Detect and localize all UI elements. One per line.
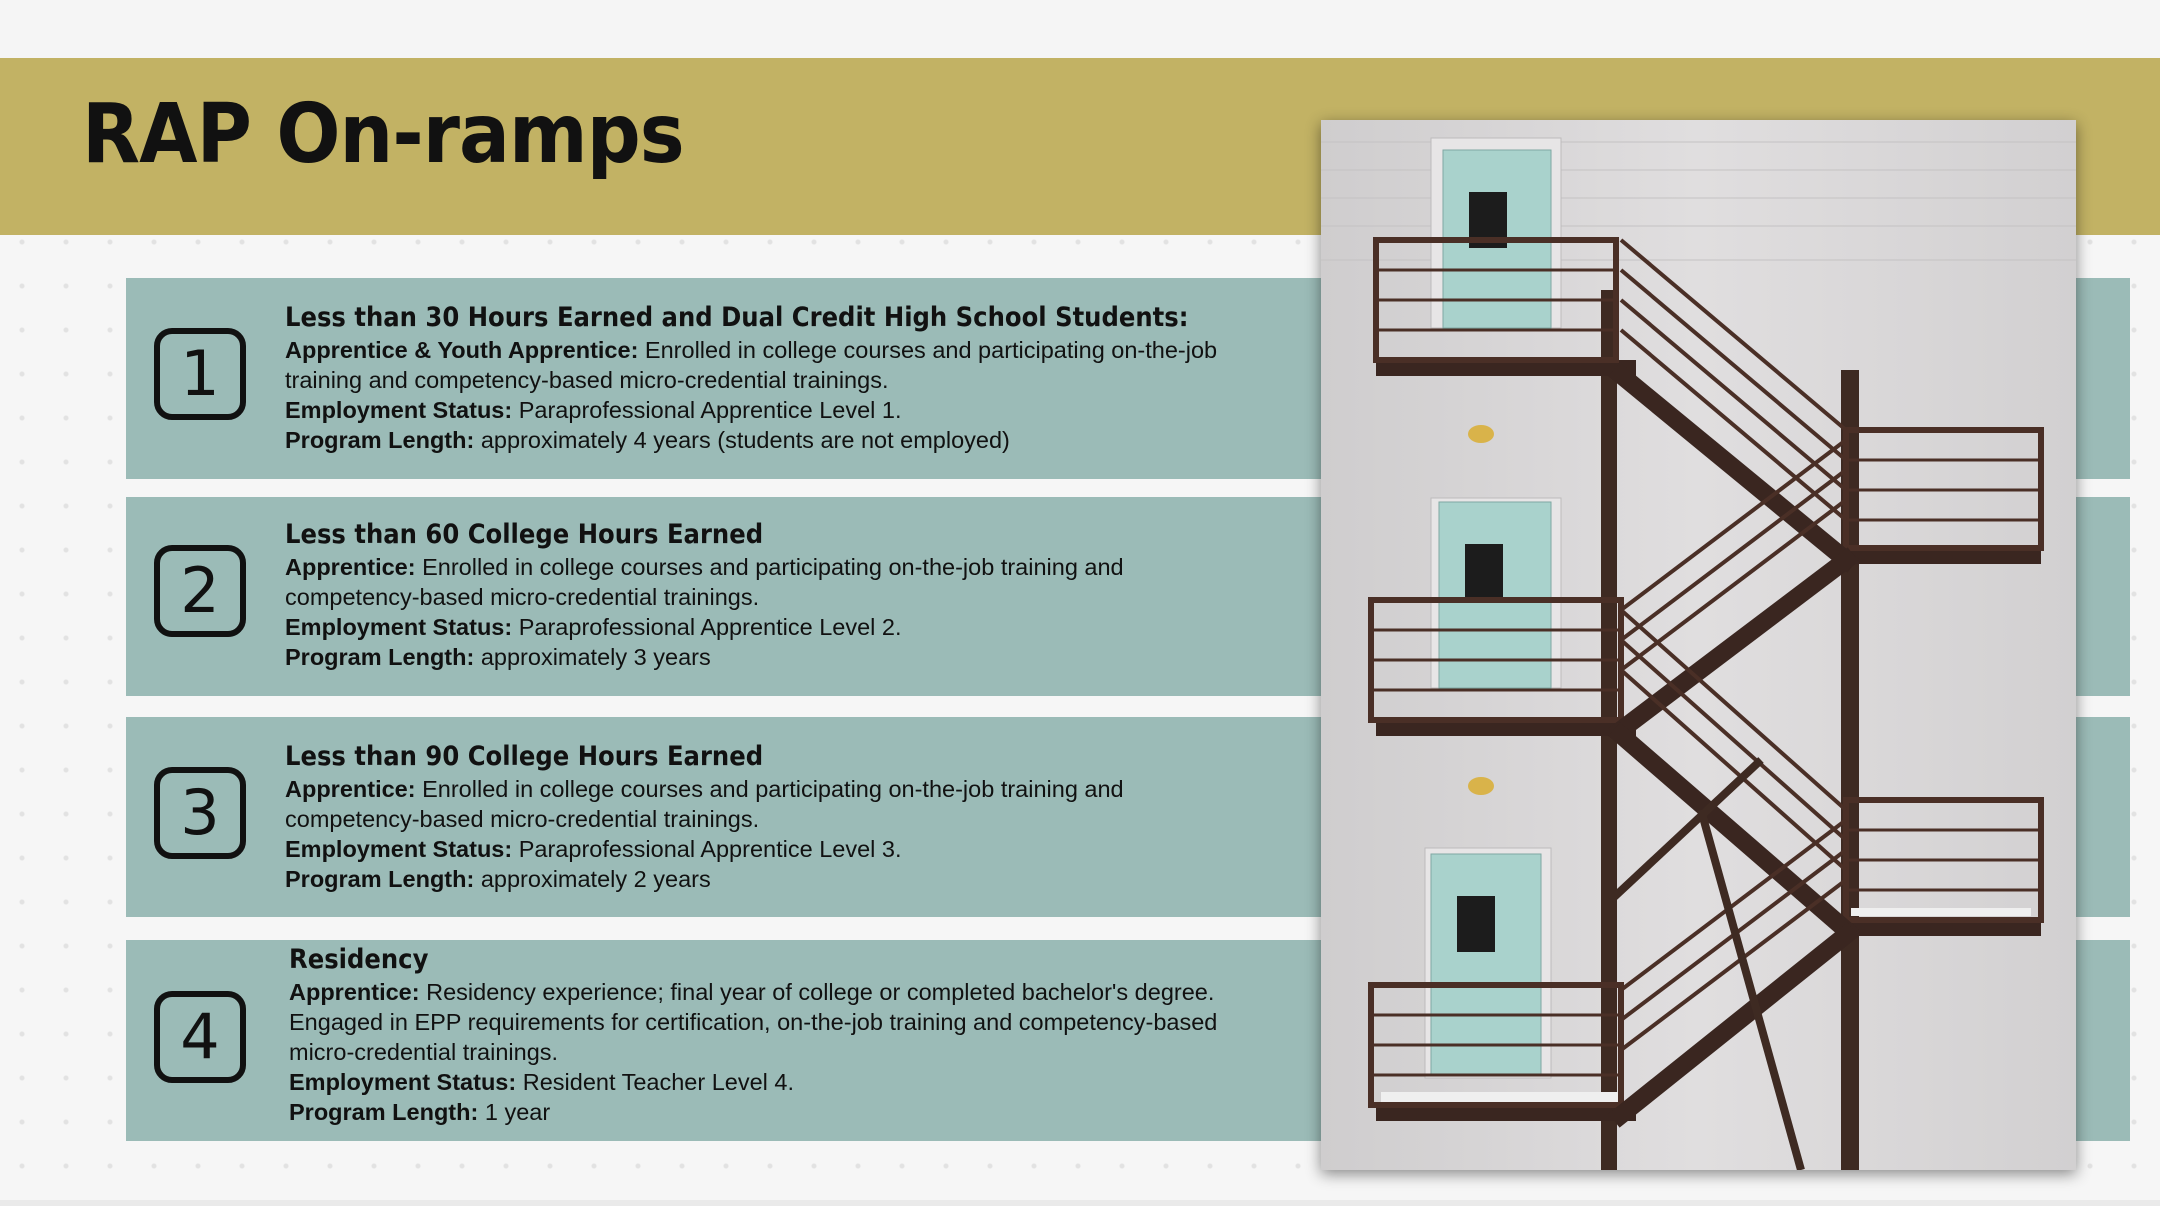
- role-label: Apprentice:: [285, 776, 416, 802]
- role-label: Apprentice:: [289, 979, 420, 1005]
- row-heading: Less than 90 College Hours Earned: [285, 741, 764, 772]
- length-text: approximately 2 years: [474, 866, 711, 892]
- role-text-cont-2: micro-credential trainings.: [289, 1039, 559, 1065]
- role-label: Apprentice:: [285, 554, 416, 580]
- step-badge-2: 2: [154, 545, 246, 637]
- length-label: Program Length:: [285, 644, 475, 670]
- status-label: Employment Status:: [285, 614, 513, 640]
- status-text: Resident Teacher Level 4.: [516, 1069, 795, 1095]
- length-text: approximately 3 years: [474, 644, 711, 670]
- role-text: Enrolled in college courses and participating on-the-job training and: [415, 554, 1124, 580]
- step-badge-4: 4: [154, 991, 246, 1083]
- role-text: Enrolled in college courses and participating on-the-job training and: [415, 776, 1124, 802]
- role-text: Residency experience; final year of college or completed bachelor's degree.: [419, 979, 1215, 1005]
- status-text: Paraprofessional Apprentice Level 2.: [512, 614, 902, 640]
- status-text: Paraprofessional Apprentice Level 3.: [512, 836, 902, 862]
- role-text-cont: training and competency-based micro-credential trainings.: [285, 367, 889, 393]
- status-label: Employment Status:: [285, 397, 513, 423]
- length-label: Program Length:: [285, 427, 475, 453]
- length-label: Program Length:: [285, 866, 475, 892]
- length-label: Program Length:: [289, 1099, 479, 1125]
- role-text-cont: competency-based micro-credential trainings.: [285, 584, 760, 610]
- bottom-rule: [0, 1200, 2160, 1206]
- row-heading: Residency: [289, 944, 429, 975]
- length-text: approximately 4 years (students are not employed): [474, 427, 1010, 453]
- fire-escape-illustration: [1321, 120, 2076, 1170]
- fire-escape-photo: [1321, 120, 2076, 1170]
- step-badge-1: 1: [154, 328, 246, 420]
- role-label: Apprentice & Youth Apprentice:: [285, 337, 639, 363]
- top-band: [0, 0, 2160, 58]
- row-heading: Less than 30 Hours Earned and Dual Credit High School Students:: [285, 302, 1189, 333]
- status-label: Employment Status:: [285, 836, 513, 862]
- role-text-cont: competency-based micro-credential trainings.: [285, 806, 760, 832]
- role-text-cont: Engaged in EPP requirements for certification, on-the-job training and competency-based: [289, 1009, 1218, 1035]
- status-label: Employment Status:: [289, 1069, 517, 1095]
- row-heading: Less than 60 College Hours Earned: [285, 519, 764, 550]
- length-text: 1 year: [478, 1099, 551, 1125]
- step-badge-3: 3: [154, 767, 246, 859]
- slide-title: RAP On-ramps: [82, 87, 684, 182]
- role-text: Enrolled in college courses and participating on-the-job: [638, 337, 1218, 363]
- status-text: Paraprofessional Apprentice Level 1.: [512, 397, 902, 423]
